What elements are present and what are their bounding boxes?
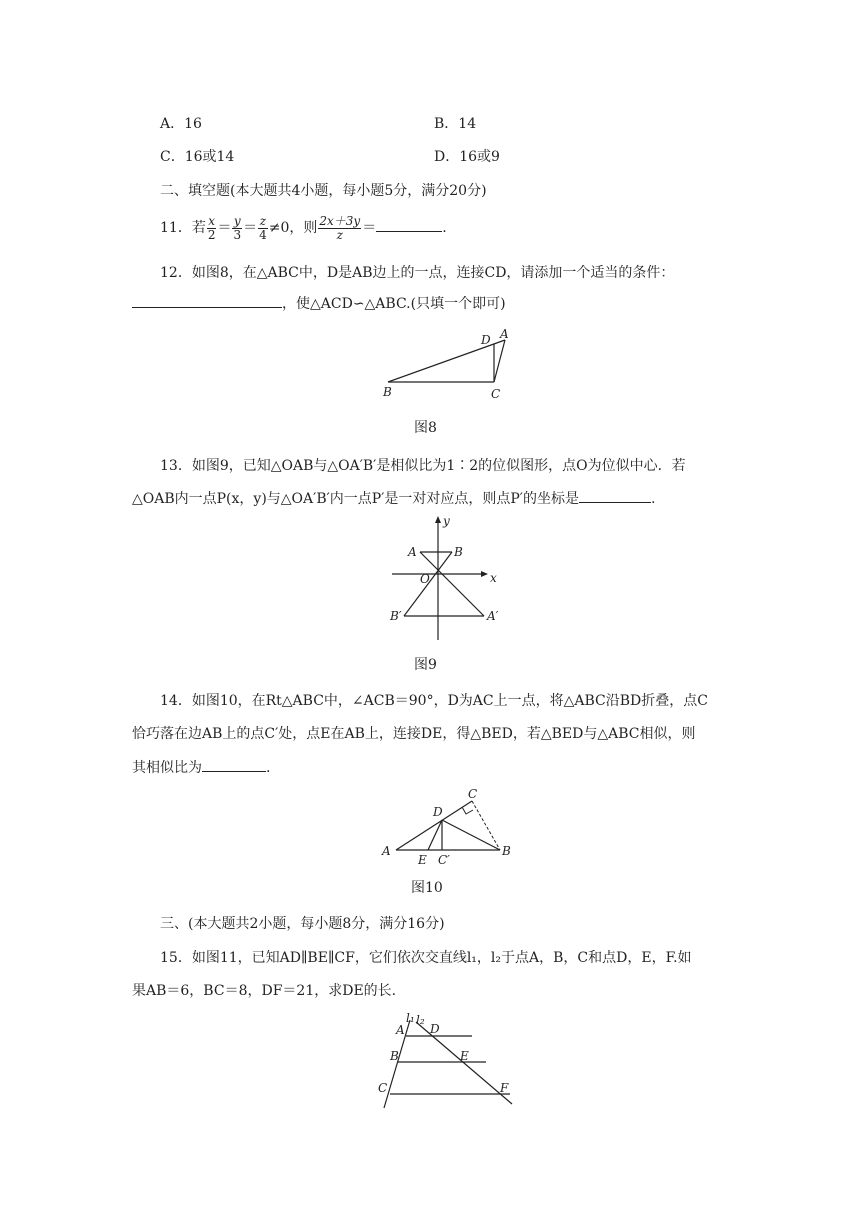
figure-8-caption: 图8 (414, 420, 437, 436)
fraction-numerator: 2x＋3y (319, 213, 361, 228)
label-c: C (468, 787, 478, 801)
answer-blank[interactable] (202, 757, 266, 772)
label-d: D (430, 1022, 440, 1036)
label-l1: l₁ (406, 1011, 415, 1025)
fraction-x-over-2 (207, 215, 217, 242)
label-a: A (500, 327, 509, 341)
fraction-denominator: 2 (207, 227, 216, 242)
option-b: B．14 (434, 116, 477, 132)
label-a: A (382, 844, 391, 858)
fraction-numerator: y (233, 213, 241, 228)
figure-9-coordinate-plane (380, 512, 520, 644)
fraction-numerator: x (208, 213, 216, 228)
option-c: C．16或14 (160, 149, 235, 165)
q13-line1: 13．如图9，已知△OAB与△OA′B′是相似比为1∶2的位似图形，点O为位似中心．若 (160, 458, 686, 474)
q13-line2-text: △OAB内一点P(x，y)与△OA′B′内一点P′是一对对应点，则点P′的坐标是 (132, 491, 579, 507)
q12-line1: 12．如图8，在△ABC中，D是AB边上的一点，连接CD，请添加一个适当的条件： (160, 265, 675, 281)
q13-line2 (132, 488, 655, 508)
label-o: O (420, 572, 430, 586)
label-b: B (383, 385, 392, 399)
q15-line1: 15．如图11，已知AD∥BE∥CF，它们依次交直线l₁，l₂于点A，B，C和点D，E，F.如 (160, 950, 692, 966)
q15-line2: 果AB＝6，BC＝8，DF＝21，求DE的长. (132, 983, 397, 999)
label-b: B (454, 545, 463, 559)
fraction-expression (318, 215, 361, 242)
label-c: C (378, 1081, 388, 1095)
q13-line2-end: . (651, 491, 656, 507)
answer-blank[interactable] (376, 217, 442, 232)
fraction-numerator: z (259, 213, 267, 228)
q14-line3-text: 其相似比为 (132, 760, 202, 776)
question-11: 11．若 $\frac{x}{2}$ ＝ $\frac{y}{3}$ ＝ $\frac{z}{4}$ ≠0，则 $\frac{2x+3y}{z}$ ＝ . (160, 213, 447, 242)
q12-line2 (132, 293, 506, 313)
figure-8-triangle (380, 326, 520, 406)
answer-blank[interactable] (579, 488, 651, 503)
label-a: A (396, 1023, 405, 1037)
figure-9-caption: 图9 (414, 657, 437, 673)
q11-prefix: 11．若 (160, 220, 206, 236)
label-b: B (502, 844, 511, 858)
fraction-denominator: z (336, 227, 343, 242)
q11-equals: ＝ (362, 220, 377, 236)
label-c-prime: C′ (438, 853, 450, 867)
option-d: D．16或9 (434, 149, 500, 165)
figure-10-triangle-fold (376, 786, 526, 870)
label-x-axis: x (490, 571, 497, 585)
q11-end: . (442, 220, 447, 236)
label-a: A (408, 545, 417, 559)
section-heading-part-3: 三、(本大题共2小题，每小题8分，满分16分) (160, 916, 445, 932)
answer-blank[interactable] (132, 293, 282, 308)
q14-line2: 恰巧落在边AB上的点C′处，点E在AB上，连接DE，得△BED，若△BED与△ABC相似，则 (132, 726, 696, 742)
option-a: A．16 (160, 116, 202, 132)
label-e: E (460, 1049, 469, 1063)
label-l2: l₂ (416, 1013, 425, 1027)
label-d: D (433, 805, 443, 819)
label-y-axis: y (443, 514, 450, 528)
fraction-denominator: 4 (259, 227, 267, 242)
q11-mid: ≠0，则 (268, 220, 318, 236)
label-e: E (418, 853, 427, 867)
figure-11-parallel-lines (372, 1010, 522, 1112)
label-f: F (500, 1081, 509, 1095)
fraction-y-over-3 (232, 215, 242, 242)
label-b-prime: B′ (390, 609, 402, 623)
section-heading-fill-in: 二、填空题(本大题共4小题，每小题5分，满分20分) (160, 183, 487, 199)
label-d: D (481, 333, 491, 347)
q14-line3 (132, 757, 270, 777)
q14-line3-end: . (266, 760, 271, 776)
figure-10-caption: 图10 (411, 880, 443, 896)
fraction-denominator: 3 (233, 227, 242, 242)
q12-line2-text: ，使△ACD∽△ABC.(只填一个即可) (282, 296, 506, 312)
q14-line1: 14．如图10，在Rt△ABC中，∠ACB＝90°，D为AC上一点，将△ABC沿BD折叠，点C (160, 693, 708, 709)
label-c: C (491, 387, 501, 401)
fraction-z-over-4 (258, 215, 268, 242)
label-b: B (390, 1049, 399, 1063)
label-a-prime: A′ (487, 609, 499, 623)
